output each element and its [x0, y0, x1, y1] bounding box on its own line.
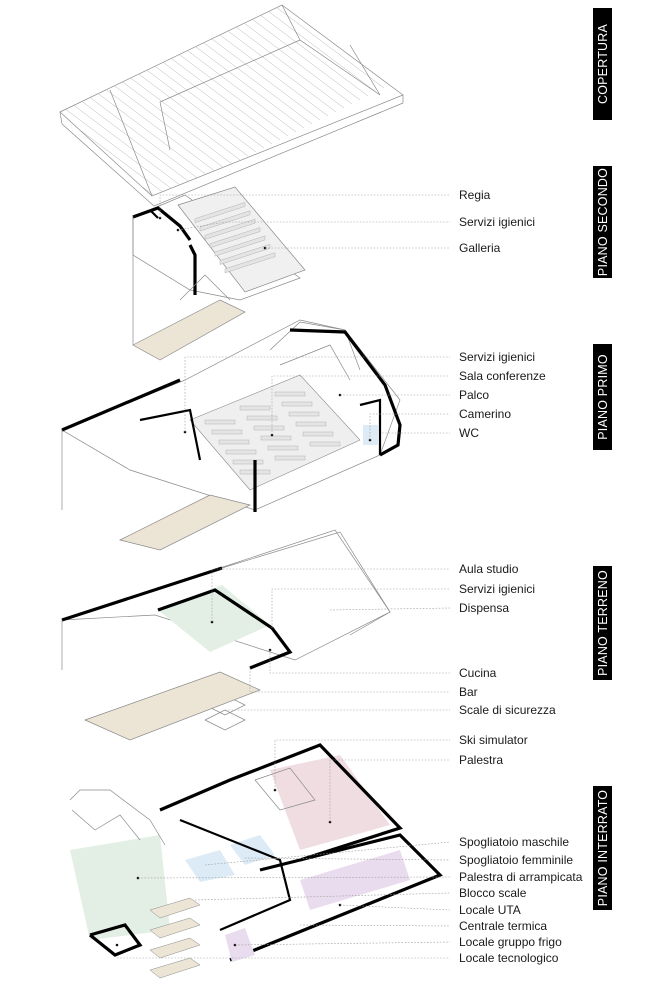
label-aula-studio: Aula studio [459, 562, 519, 576]
title-piano-primo: PIANO PRIMO [596, 354, 610, 440]
label-sala-conferenze: Sala conferenze [459, 369, 546, 383]
label-ski-simulator: Ski simulator [459, 733, 528, 747]
basement-level [70, 745, 440, 978]
first-floor-level [62, 320, 400, 550]
band-primo [593, 344, 612, 450]
label-galleria: Galleria [459, 241, 501, 255]
ground-floor-level [62, 530, 390, 740]
label-locale-gruppo-frigo: Locale gruppo frigo [459, 935, 562, 949]
label-cucina: Cucina [459, 666, 497, 680]
label-spogliatoio-femminile: Spogliatoio femminile [459, 853, 574, 867]
label-servizi-igienici-terreno: Servizi igienici [459, 582, 536, 596]
label-dispensa: Dispensa [459, 601, 510, 615]
labels-secondo [459, 188, 535, 255]
label-wc: WC [459, 426, 479, 440]
title-piano-interrato: PIANO INTERRATO [596, 789, 610, 907]
band-copertura [593, 8, 612, 120]
band-interrato [593, 786, 612, 910]
label-centrale-termica: Centrale termica [459, 919, 548, 933]
title-copertura: COPERTURA [596, 23, 610, 105]
label-scale-di-sicurezza: Scale di sicurezza [459, 703, 556, 717]
label-locale-tecnologico: Locale tecnologico [459, 951, 559, 965]
labels-interrato [459, 733, 583, 965]
band-secondo [593, 166, 612, 278]
band-terreno [593, 566, 612, 680]
label-palestra: Palestra [459, 753, 504, 767]
level-bands [593, 8, 612, 910]
label-servizi-igienici-primo: Servizi igienici [459, 350, 536, 364]
label-bar: Bar [459, 685, 478, 699]
label-camerino: Camerino [459, 407, 512, 421]
title-piano-secondo: PIANO SECONDO [596, 167, 610, 277]
label-locale-uta: Locale UTA [459, 903, 521, 917]
labels-primo [459, 350, 546, 440]
title-piano-terreno: PIANO TERRENO [596, 570, 610, 676]
roof-level [40, 0, 403, 206]
labels-terreno [459, 562, 556, 717]
stairs-basement [150, 898, 200, 978]
label-servizi-igienici-secondo: Servizi igienici [459, 215, 536, 229]
label-spogliatoio-maschile: Spogliatoio maschile [459, 835, 570, 849]
label-palestra-di-arrampicata: Palestra di arrampicata [459, 870, 583, 884]
label-palco: Palco [459, 388, 490, 402]
label-blocco-scale: Blocco scale [459, 886, 527, 900]
label-regia: Regia [459, 188, 491, 202]
